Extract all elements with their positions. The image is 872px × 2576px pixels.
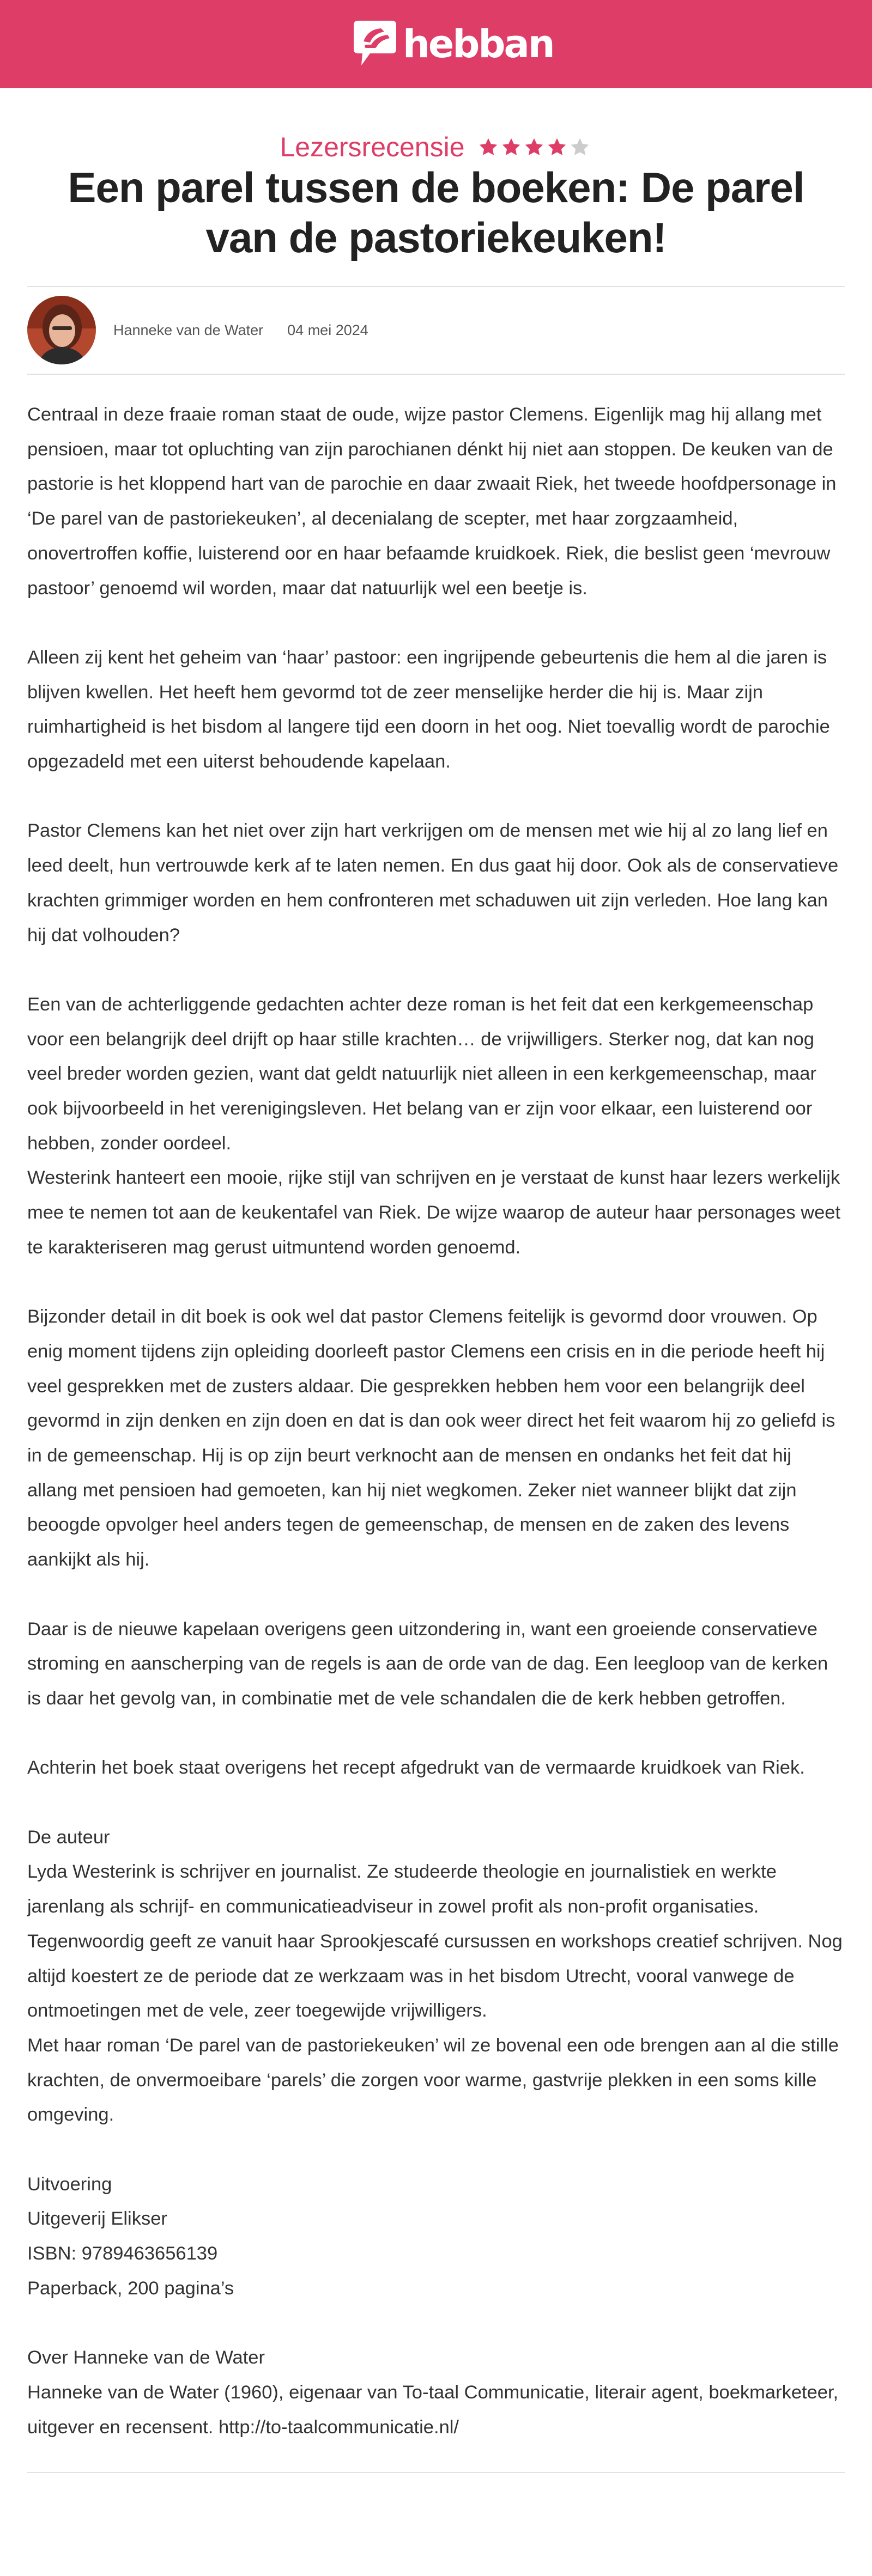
paragraph: Bijzonder detail in dit boek is ook wel dat pastor Clemens feitelijk is gevormd door vrouwen. Op enig moment tijdens zijn opleiding doorleeft pastor Clemens een crisis en in die periode heeft hij veel gesprekken met de zusters aldaar. Die gesprekken hebben hem voor een belangrijk deel gevormd in zijn denken en zijn doen en dat is dan ook weer direct het feit waarom hij zo geliefd is in de gemeenschap. Hij is op zijn beurt verknocht aan de mensen en ondanks het feit dat hij allang met pensioen had gemoeten, kan hij niet wegkomen. Zeker niet wanneer blijkt dat zijn beoogde opvolger heel anders tegen de gemeenschap, de mensen en de zaken des levens aankijkt als hij. — [27, 1306, 835, 1570]
section-heading-edition: Uitvoering — [27, 2173, 112, 2195]
paragraph: Westerink hanteert een mooie, rijke stijl van schrijven en je verstaat de kunst haar lezers werkelijk mee te nemen tot aan de keukentafel van Riek. De wijze waarop de auteur haar personages weet te karakteriseren mag gerust uitmuntend worden genoemd. — [27, 1167, 841, 1258]
hebban-logo[interactable] — [352, 17, 554, 71]
review-type-label: Lezersrecensie — [280, 132, 465, 162]
paragraph: Hanneke van de Water (1960), eigenaar van To-taal Communicatie, literair agent, boekmarketeer, uitgever en recensent. http://to-taalcommunicatie.nl/ — [27, 2382, 839, 2438]
star-rating — [478, 137, 592, 157]
section-heading-reviewer: Over Hanneke van de Water — [27, 2347, 265, 2368]
paragraph: Centraal in deze fraaie roman staat de oude, wijze pastor Clemens. Eigenlijk mag hij allang met pensioen, maar tot opluchting van zijn parochianen dénkt hij niet aan stoppen. De keuken van de pastorie is het kloppend hart van de parochie en daar zwaait Riek, het tweede hoofdpersonage in ‘De parel van de pastoriekeuken’, al decenialang de scepter, met haar zorgzaamheid, onovertroffen koffie, luisterend oor en haar befaamde kruidkoek. Riek, die beslist geen ‘mevrouw pastoor’ genoemd wil worden, maar dat natuurlijk wel een beetje is. — [27, 404, 837, 599]
paragraph: Pastor Clemens kan het niet over zijn hart verkrijgen om de mensen met wie hij al zo lang lief en leed deelt, hun vertrouwde kerk af te laten nemen. En dus gaat hij door. Ook als de conservatieve krachten grimmiger worden en hem confronteren met schaduwen uit zijn verleden. Hoe lang kan hij dat volhouden? — [27, 820, 839, 946]
star-filled-icon — [524, 137, 544, 157]
section-heading-author: De auteur — [27, 1826, 110, 1848]
author-name[interactable]: Hanneke van de Water — [113, 321, 264, 338]
review-body — [27, 398, 845, 2445]
book-format: Paperback, 200 pagina’s — [27, 2277, 234, 2299]
top-header-bar — [0, 0, 872, 88]
divider — [27, 286, 845, 287]
book-bubble-icon — [352, 17, 398, 71]
review-title: Een parel tussen de boeken: De parel van de pastoriekeuken! — [68, 163, 804, 261]
paragraph: Alleen zij kent het geheim van ‘haar’ pastoor: een ingrijpende gebeurtenis die hem al die jaren is blijven kwellen. Het heeft hem gevormd tot de zeer menselijke herder die hij is. Maar zijn ruimhartigheid is het bisdom al langere tijd een doorn in het oog. Niet toevallig wordt de parochie opgezadeld met een uiterst behoudende kapelaan. — [27, 647, 830, 772]
author-row — [27, 296, 368, 364]
paragraph: Lyda Westerink is schrijver en journalist. Ze studeerde theologie en journalistiek en werkte jarenlang als schrijf- en communicatieadviseur in zowel profit als non-profit organisaties. Tegenwoordig geeft ze vanuit haar Sprookjescafé cursussen en workshops creatief schrijven. Nog altijd koestert ze de periode dat ze werkzaam was in het bisdom Utrecht, vooral vanwege de ontmoetingen met de vele, zeer toegewijde vrijwilligers. — [27, 1861, 843, 2021]
isbn: ISBN: 9789463656139 — [27, 2243, 218, 2264]
paragraph: Daar is de nieuwe kapelaan overigens geen uitzondering in, want een groeiende conservatieve stroming en aanscherping van de regels is aan de orde van de dag. Een leegloop van de kerken is daar het gevolg van, in combinatie met de vele schandalen die de kerk hebben getroffen. — [27, 1618, 828, 1709]
divider — [27, 374, 845, 375]
review-type-row — [0, 128, 872, 166]
star-filled-icon — [478, 137, 499, 157]
avatar[interactable] — [27, 296, 96, 364]
star-filled-icon — [547, 137, 567, 157]
star-empty-icon — [570, 137, 590, 157]
paragraph: Achterin het boek staat overigens het recept afgedrukt van de vermaarde kruidkoek van Riek. — [27, 1757, 805, 1779]
paragraph: Met haar roman ‘De parel van de pastoriekeuken’ wil ze bovenal een ode brengen aan al die stille krachten, de onvermoeibare ‘parels’ die zorgen voor warme, gastvrije plekken in een soms kille omgeving. — [27, 2035, 839, 2126]
review-date: 04 mei 2024 — [287, 321, 368, 338]
publisher: Uitgeverij Elikser — [27, 2208, 167, 2230]
logo-wordmark: hebban — [403, 22, 554, 66]
divider — [27, 2472, 845, 2473]
paragraph: Een van de achterliggende gedachten achter deze roman is het feit dat een kerkgemeenschap voor een belangrijk deel drijft op haar stille krachten… de vrijwilligers. Sterker nog, dat kan nog veel breder worden gezien, want dat geldt natuurlijk niet alleen in een kerkgemeenschap, maar ook bijvoorbeeld in het verenigingsleven. Het belang van er zijn voor elkaar, een luisterend oor hebben, zonder oordeel. — [27, 994, 816, 1154]
star-filled-icon — [501, 137, 522, 157]
